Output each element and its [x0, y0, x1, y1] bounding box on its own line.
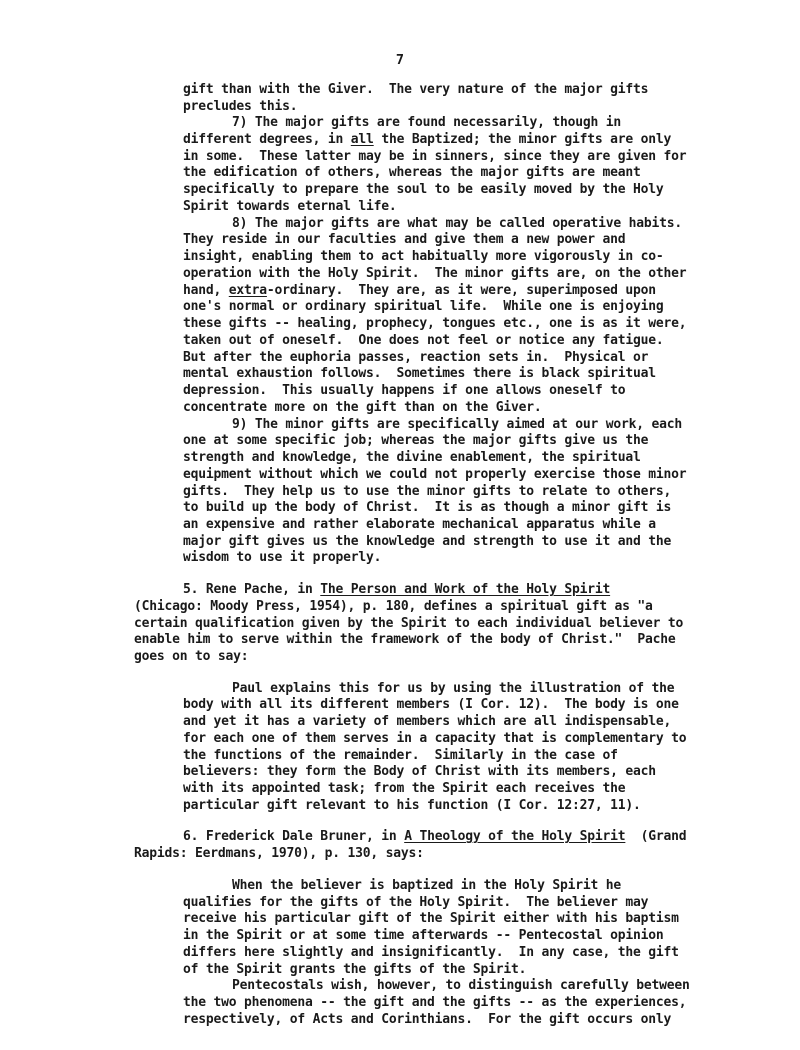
text-line: Spirit towards eternal life. — [183, 199, 397, 214]
text-line: insight, enabling them to act habitually more vigorously in co- — [183, 249, 664, 264]
text-line: 8) The major gifts are what may be called operative habits. — [232, 216, 682, 231]
text-line: Rapids: Eerdmans, 1970), p. 130, says: — [134, 846, 424, 861]
text-line: hand, extra-ordinary. They are, as it were, superimposed upon — [183, 283, 656, 298]
text-line: respectively, of Acts and Corinthians. For the gift occurs only — [183, 1012, 672, 1027]
text-line: goes on to say: — [134, 649, 249, 664]
text-line: the edification of others, whereas the major gifts are meant — [183, 165, 641, 180]
text-line: the two phenomena -- the gift and the gifts -- as the experiences, — [183, 995, 687, 1010]
text-line: to build up the body of Christ. It is as though a minor gift is — [183, 500, 672, 515]
text-line: enable him to serve within the framework of the body of Christ." Pache — [134, 632, 676, 647]
text-line: body with all its different members (I Cor. 12). The body is one — [183, 697, 679, 712]
underlined-text: extra — [228, 283, 267, 298]
underlined-text: A Theology of the Holy Spirit — [404, 829, 626, 844]
text-line: different degrees, in all the Baptized; the minor gifts are only — [183, 132, 672, 147]
text-line: operation with the Holy Spirit. The minor gifts are, on the other — [183, 266, 687, 281]
text-line: gifts. They help us to use the minor gifts to relate to others, — [183, 484, 672, 499]
text-line: believers: they form the Body of Christ with its members, each — [183, 764, 656, 779]
text-line: Paul explains this for us by using the illustration of the — [232, 681, 675, 696]
text-line: the functions of the remainder. Similarly in the case of — [183, 748, 618, 763]
text-line: with its appointed task; from the Spirit each receives the — [183, 781, 626, 796]
text-line: 7) The major gifts are found necessarily, though in — [232, 115, 621, 130]
text-line: 6. Frederick Dale Bruner, in A Theology of the Holy Spirit (Grand — [183, 829, 687, 844]
text-line: in the Spirit or at some time afterwards -- Pentecostal opinion — [183, 928, 664, 943]
text-line: They reside in our faculties and give them a new power and — [183, 232, 626, 247]
text-line: one at some specific job; whereas the major gifts give us the — [183, 433, 649, 448]
text-line: receive his particular gift of the Spirit either with his baptism — [183, 911, 679, 926]
text-line: an expensive and rather elaborate mechanical apparatus while a — [183, 517, 656, 532]
underlined-text: all — [350, 132, 374, 147]
text-line: depression. This usually happens if one allows oneself to — [183, 383, 626, 398]
text-line: these gifts -- healing, prophecy, tongues etc., one is as it were, — [183, 316, 687, 331]
text-line: in some. These latter may be in sinners, since they are given for — [183, 149, 687, 164]
text-line: particular gift relevant to his function (I Cor. 12:27, 11). — [183, 798, 641, 813]
page-number: 7 — [395, 52, 405, 68]
text-line: precludes this. — [183, 99, 298, 114]
text-line: major gift gives us the knowledge and strength to use it and the — [183, 534, 672, 549]
text-line: differs here slightly and insignificantly. In any case, the gift — [183, 945, 679, 960]
text-line: strength and knowledge, the divine enablement, the spiritual — [183, 450, 641, 465]
text-line: specifically to prepare the soul to be easily moved by the Holy — [183, 182, 664, 197]
text-line: for each one of them serves in a capacity that is complementary to — [183, 731, 687, 746]
text-line: (Chicago: Moody Press, 1954), p. 180, defines a spiritual gift as "a — [134, 599, 653, 614]
text-line: But after the euphoria passes, reaction sets in. Physical or — [183, 350, 649, 365]
text-line: mental exhaustion follows. Sometimes there is black spiritual — [183, 366, 656, 381]
text-line: Pentecostals wish, however, to distinguish carefully between — [232, 978, 690, 993]
text-line: concentrate more on the gift than on the Giver. — [183, 400, 542, 415]
text-line: certain qualification given by the Spirit to each individual believer to — [134, 616, 684, 631]
text-line: gift than with the Giver. The very nature of the major gifts — [183, 82, 649, 97]
text-line: 9) The minor gifts are specifically aimed at our work, each — [232, 417, 682, 432]
text-line: When the believer is baptized in the Holy Spirit he — [232, 878, 621, 893]
text-line: of the Spirit grants the gifts of the Spirit. — [183, 962, 527, 977]
text-line: one's normal or ordinary spiritual life. While one is enjoying — [183, 299, 664, 314]
text-line: 5. Rene Pache, in The Person and Work of the Holy Spirit — [183, 582, 611, 597]
text-line: and yet it has a variety of members which are all indispensable, — [183, 714, 672, 729]
text-line: qualifies for the gifts of the Holy Spirit. The believer may — [183, 895, 649, 910]
text-line: wisdom to use it properly. — [183, 550, 382, 565]
text-line: taken out of oneself. One does not feel or notice any fatigue. — [183, 333, 664, 348]
underlined-text: The Person and Work of the Holy Spirit — [320, 582, 611, 597]
text-line: equipment without which we could not properly exercise those minor — [183, 467, 687, 482]
